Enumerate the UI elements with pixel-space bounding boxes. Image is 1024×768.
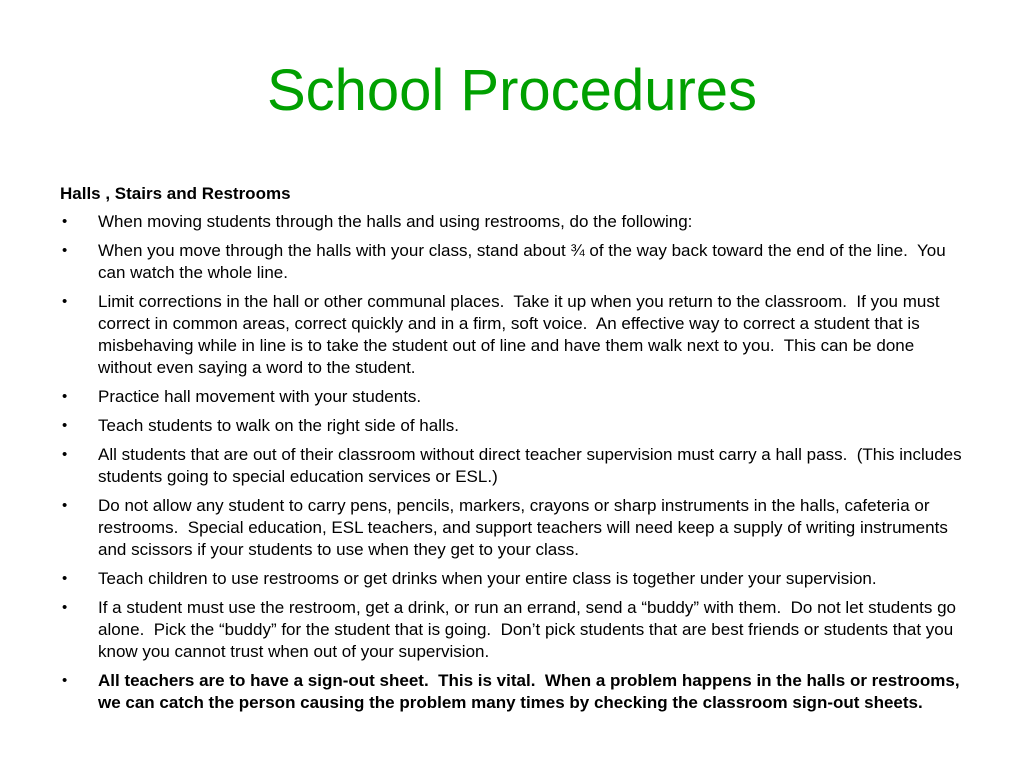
bullet-item — [60, 386, 962, 408]
section-heading: Halls , Stairs and Restrooms — [60, 184, 291, 203]
bullet-item — [60, 240, 962, 284]
bullet-icon: • — [62, 242, 68, 259]
bullet-text: Do not allow any student to carry pens, pencils, markers, crayons or sharp instruments in the halls, cafeteria or restrooms. Special education, ESL teachers, and support teachers will need keep a supply of writing instruments and scissors if your students to use when they get to your class. — [98, 496, 953, 559]
bullet-item — [60, 597, 962, 663]
bullet-icon: • — [62, 388, 68, 405]
bullet-item — [60, 415, 962, 437]
bullet-item — [60, 444, 967, 488]
bullet-icon: • — [62, 417, 68, 434]
bullet-item — [60, 211, 962, 233]
bullet-text: When you move through the halls with your class, stand about ¾ of the way back toward the end of the line. You can watch the whole line. — [98, 241, 951, 282]
slide-title: School Procedures — [266, 58, 758, 123]
bullet-text: Teach students to walk on the right side of halls. — [98, 416, 459, 435]
bullet-icon: • — [62, 672, 68, 689]
bullet-icon: • — [62, 497, 68, 514]
bullet-text: Teach children to use restrooms or get drinks when your entire class is together under your supervision. — [98, 569, 877, 588]
bullet-icon: • — [62, 446, 68, 463]
bullet-icon: • — [62, 599, 68, 616]
bullet-text: If a student must use the restroom, get a drink, or run an errand, send a “buddy” with them. Do not let students go alone. Pick the “buddy” for the student that is going. Don’t pick students that are best friends or students that you know you cannot trust when out of your supervision. — [98, 598, 961, 661]
bullet-text: Limit corrections in the hall or other communal places. Take it up when you return to the classroom. If you must correct in common areas, correct quickly and in a firm, soft voice. An effective way to correct a student that is misbehaving while in line is to take the student out of line and have them walk next to you. This can be done without even saying a word to the student. — [98, 292, 945, 377]
bullet-icon: • — [62, 293, 68, 310]
bullet-item — [60, 670, 965, 714]
bullet-item — [60, 291, 962, 379]
bullet-icon: • — [62, 213, 68, 230]
bullet-text: When moving students through the halls and using restrooms, do the following: — [98, 212, 693, 231]
bullet-icon: • — [62, 570, 68, 587]
bullet-text: Practice hall movement with your students. — [98, 387, 422, 406]
bullet-item — [60, 495, 962, 561]
bullet-text: All teachers are to have a sign-out sheet. This is vital. When a problem happens in the halls or restrooms, we can catch the person causing the problem many times by checking the classroom sign-out sheets. — [98, 671, 965, 712]
bullet-text: All students that are out of their classroom without direct teacher supervision must carry a hall pass. (This includes students going to special education services or ESL.) — [98, 445, 967, 486]
bullet-item — [60, 568, 962, 590]
bullet-list — [60, 211, 967, 714]
slide-body — [60, 183, 967, 721]
